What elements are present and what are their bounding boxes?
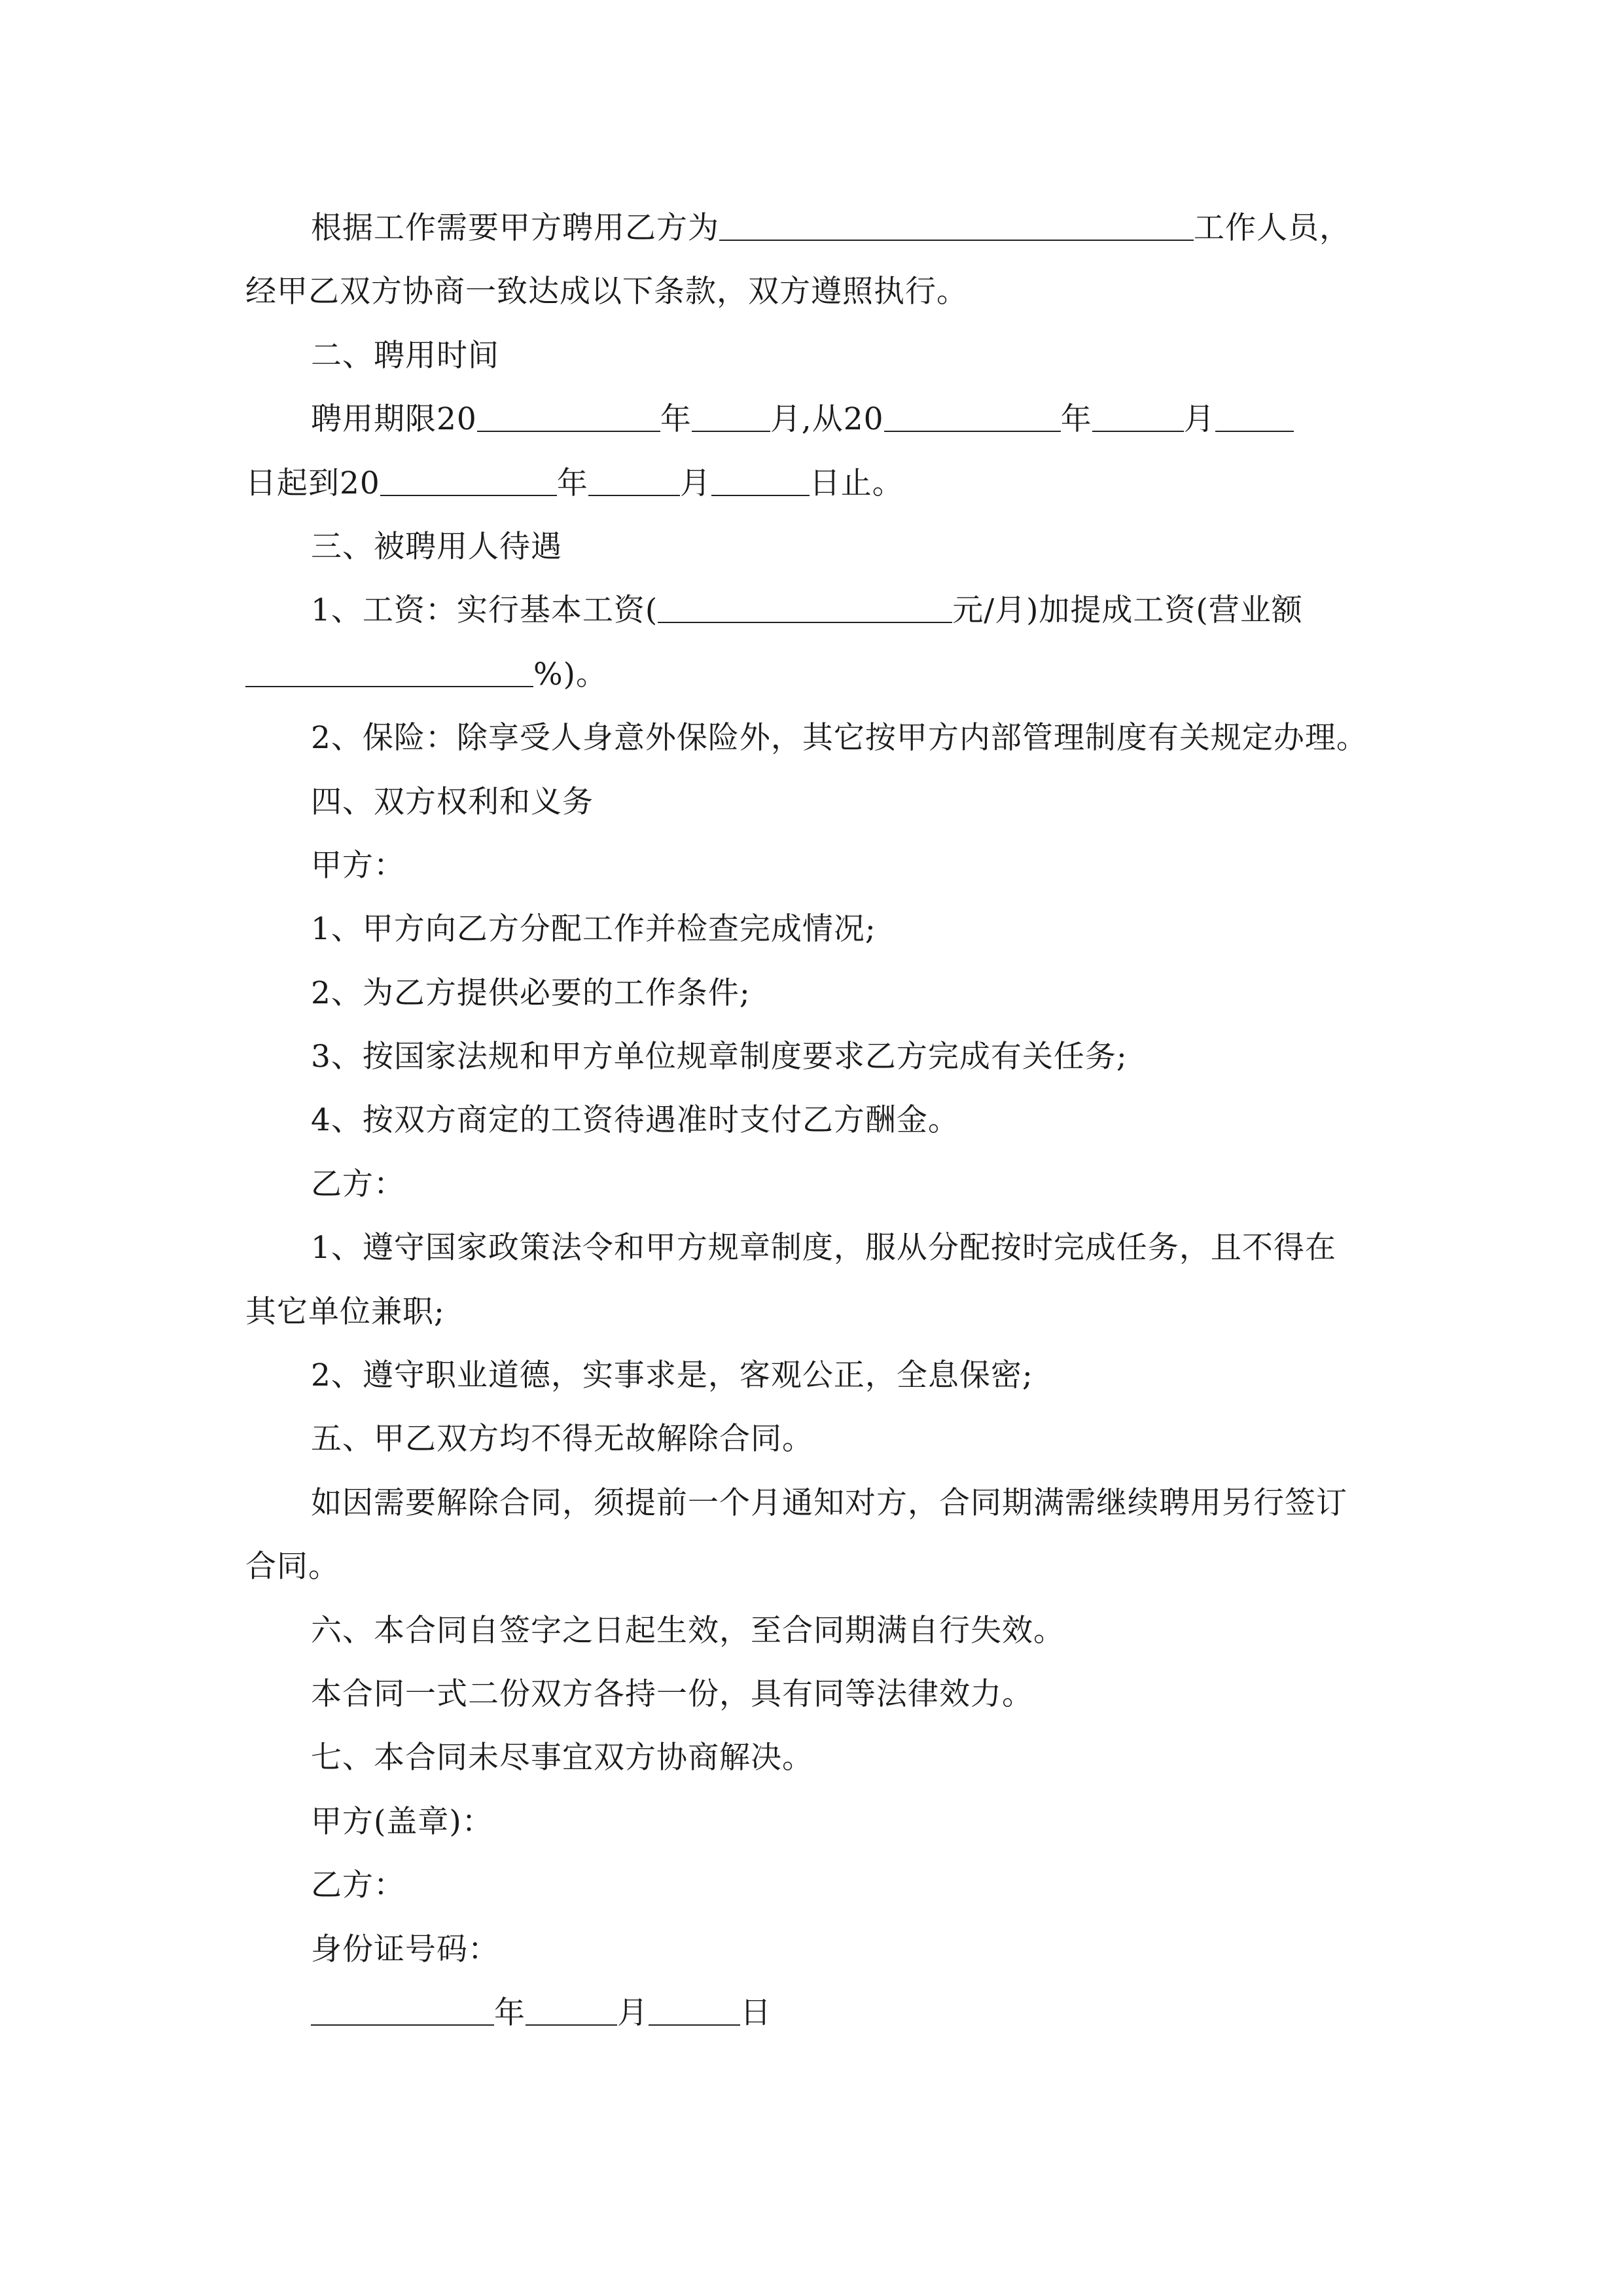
paragraph-wage-cont <box>245 643 1397 706</box>
party-a-item-3: 3、按国家法规和甲方单位规章制度要求乙方完成有关任务; <box>311 1039 1128 1075</box>
paragraph-appointment <box>245 196 1397 260</box>
text: 日起到20 <box>245 465 380 501</box>
blank-commission-rate[interactable] <box>245 660 533 687</box>
text: 月 <box>679 465 711 501</box>
paragraph-copies: 本合同一式二份双方各持一份，具有同等法律效力。 <box>311 1676 1033 1712</box>
section-heading-termination: 五、甲乙双方均不得无故解除合同。 <box>311 1421 813 1458</box>
section-heading-rights: 四、双方权利和义务 <box>311 783 594 820</box>
text: 根据工作需要甲方聘用乙方为 <box>311 210 719 246</box>
text: 工作人员， <box>1194 210 1351 246</box>
paragraph-term-cont <box>245 452 1397 515</box>
paragraph-termination-cont: 合同。 <box>245 1549 340 1585</box>
text: 日 <box>740 1994 772 2031</box>
blank-day-from[interactable] <box>1215 404 1294 432</box>
text: 年 <box>556 465 588 501</box>
paragraph-wage <box>245 579 1397 642</box>
paragraph-appointment-cont: 经甲乙双方协商一致达成以下条款，双方遵照执行。 <box>245 274 968 310</box>
paragraph-insurance: 2、保险：除享受人身意外保险外，其它按甲方内部管理制度有关规定办理。 <box>311 720 1368 757</box>
paragraph-termination: 如因需要解除合同，须提前一个月通知对方，合同期满需继续聘用另行签订 <box>311 1484 1347 1521</box>
party-b-item-2: 2、遵守职业道德，实事求是，客观公正，全息保密; <box>311 1357 1033 1394</box>
text: 月 <box>617 1994 649 2031</box>
text: 月,从20 <box>770 401 884 438</box>
text: 日止。 <box>809 465 904 501</box>
blank-base-wage[interactable] <box>658 596 952 623</box>
party-a-item-4: 4、按双方商定的工资待遇准时支付乙方酬金。 <box>311 1102 959 1139</box>
section-heading-other: 七、本合同未尽事宜双方协商解决。 <box>311 1740 813 1776</box>
text: 1、工资：实行基本工资( <box>311 592 658 629</box>
blank-year-start[interactable] <box>477 404 660 432</box>
text: %)。 <box>533 656 607 692</box>
section-heading-benefits: 三、被聘用人待遇 <box>311 528 562 565</box>
text: 聘用期限20 <box>311 401 477 438</box>
blank-month-end[interactable] <box>588 469 680 496</box>
text: 年 <box>660 401 692 438</box>
signature-party-a: 甲方(盖章)： <box>311 1803 493 1840</box>
text: 月 <box>1183 401 1215 438</box>
party-b-item-1-cont: 其它单位兼职; <box>245 1293 445 1330</box>
blank-day-end[interactable] <box>711 469 810 496</box>
blank-year-end[interactable] <box>380 469 557 496</box>
text: 年 <box>494 1994 526 2031</box>
signing-date <box>245 1981 1397 2045</box>
text: 元/月)加提成工资(营业额 <box>952 592 1303 629</box>
blank-position[interactable] <box>719 213 1194 241</box>
blank-sign-year[interactable] <box>311 1998 494 2026</box>
id-number-label: 身份证号码： <box>311 1931 499 1967</box>
signature-party-b: 乙方： <box>311 1867 405 1904</box>
party-b-label: 乙方： <box>311 1166 405 1202</box>
contract-body <box>245 196 1397 2045</box>
blank-year-from[interactable] <box>884 404 1061 432</box>
section-heading-term: 二、聘用时间 <box>311 337 499 374</box>
party-a-item-2: 2、为乙方提供必要的工作条件; <box>311 975 751 1011</box>
blank-month-from[interactable] <box>1092 404 1184 432</box>
party-a-item-1: 1、甲方向乙方分配工作并检查完成情况; <box>311 911 876 948</box>
party-b-item-1: 1、遵守国家政策法令和甲方规章制度，服从分配按时完成任务，且不得在 <box>311 1230 1336 1266</box>
paragraph-term <box>245 387 1397 451</box>
text: 年 <box>1060 401 1092 438</box>
blank-sign-month[interactable] <box>526 1998 617 2026</box>
section-heading-effective: 六、本合同自签字之日起生效，至合同期满自行失效。 <box>311 1612 1065 1649</box>
blank-sign-day[interactable] <box>649 1998 740 2026</box>
party-a-label: 甲方： <box>311 847 405 884</box>
blank-month-start[interactable] <box>692 404 770 432</box>
